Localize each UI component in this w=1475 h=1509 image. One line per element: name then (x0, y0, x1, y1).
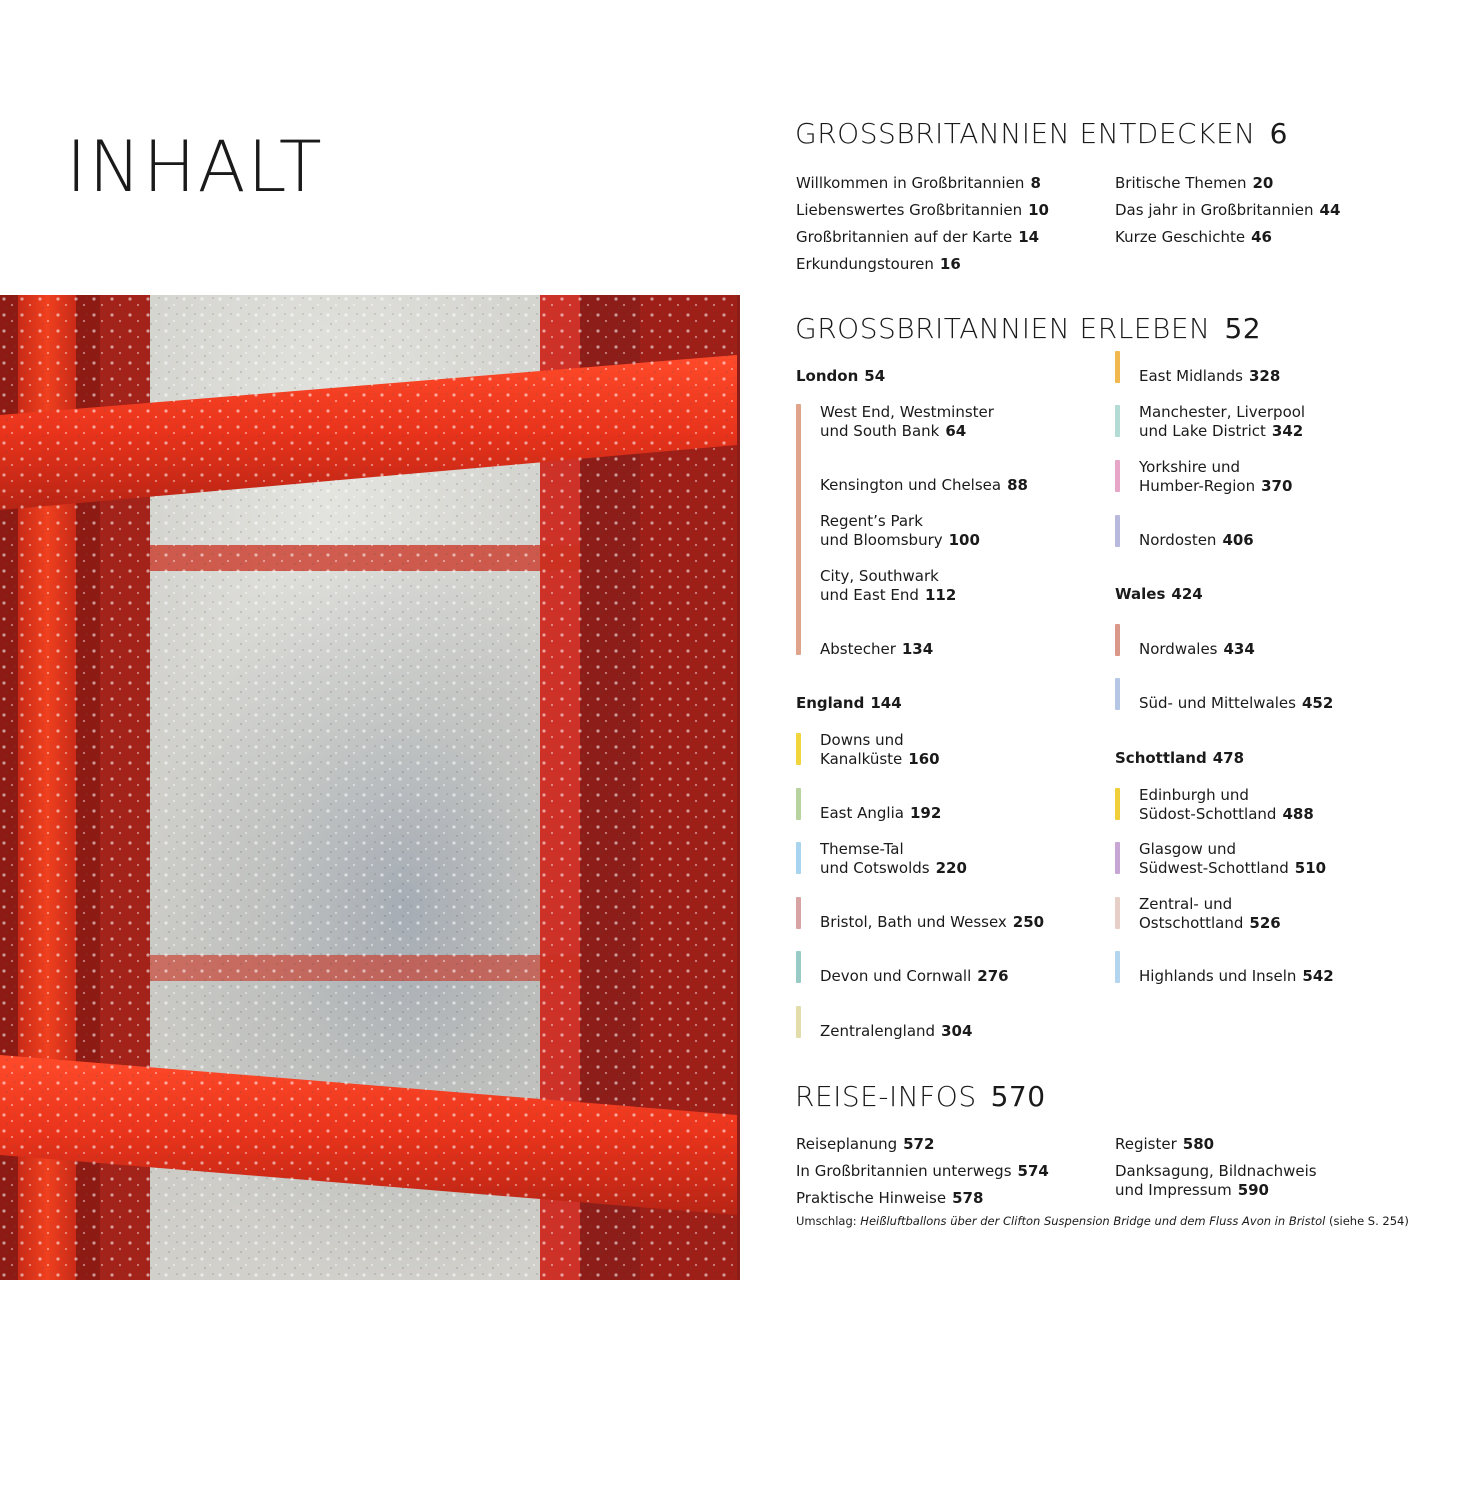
entry-title: Süd- und Mittelwales (1139, 694, 1296, 712)
section-page: 6 (1269, 117, 1288, 150)
entry-title-line2: Ostschottland (1139, 914, 1244, 932)
entry-title: Downs und (820, 731, 904, 749)
entry-page: 276 (977, 967, 1009, 985)
entry-title: Reiseplanung (796, 1135, 898, 1153)
entry-page: 578 (952, 1189, 984, 1207)
entry-title: Zentral- und (1139, 895, 1233, 913)
color-bar (1115, 788, 1120, 820)
entry-title: Das jahr in Großbritannien (1115, 201, 1314, 219)
entry-page: 488 (1282, 805, 1314, 823)
entry-title: West End, Westminster (820, 403, 994, 421)
section-heading-erleben (795, 312, 1262, 345)
section-page: 570 (990, 1080, 1046, 1113)
entry-title-line2: Kanalküste (820, 750, 903, 768)
entry-title: Register (1115, 1135, 1177, 1153)
toc-entry[interactable] (1139, 458, 1292, 496)
photo-telephone-box (0, 295, 737, 1509)
toc-entry[interactable] (796, 174, 1041, 193)
entry-title: Manchester, Liverpool (1139, 403, 1306, 421)
page-title: INHALT (66, 126, 324, 208)
entry-page: 14 (1018, 228, 1040, 246)
color-bar (796, 842, 801, 874)
entry-title: Themse-Tal (820, 840, 904, 858)
entry-title-line2: und Impressum (1115, 1181, 1232, 1199)
entry-title-line2: und South Bank (820, 422, 940, 440)
color-bar (1115, 897, 1120, 929)
color-bar (1115, 460, 1120, 492)
entry-title-line2: und Lake District (1139, 422, 1266, 440)
toc-entry[interactable] (820, 476, 1028, 495)
toc-entry[interactable] (796, 255, 961, 274)
photo-caption: Wie im Klischee: »englisches« Wetter (54, 1283, 68, 1509)
color-bar (796, 951, 801, 983)
entry-page: 328 (1248, 367, 1281, 385)
entry-page: 370 (1261, 477, 1293, 495)
region-page: 54 (864, 367, 886, 385)
entry-page: 452 (1301, 694, 1334, 712)
entry-title-line2: und East End (820, 586, 919, 604)
region-title: London (796, 367, 859, 385)
entry-page: 510 (1294, 859, 1327, 877)
entry-page: 406 (1222, 531, 1254, 549)
entry-page: 590 (1237, 1181, 1269, 1199)
entry-page: 572 (903, 1135, 935, 1153)
toc-entry[interactable] (1115, 201, 1340, 220)
entry-title: Danksagung, Bildnachweis (1115, 1162, 1317, 1180)
region-page: 144 (870, 694, 902, 712)
entry-page: 88 (1007, 476, 1028, 494)
color-bar (1115, 624, 1120, 656)
region-title: Schottland (1115, 749, 1207, 767)
color-bar (1115, 351, 1120, 383)
toc-entry[interactable] (796, 201, 1049, 220)
color-bar (796, 1006, 801, 1038)
toc-entry[interactable] (1115, 1162, 1317, 1200)
region-heading-schottland[interactable] (1115, 749, 1244, 768)
entry-title: East Anglia (820, 804, 904, 822)
region-title: Wales (1115, 585, 1166, 603)
color-bar (1115, 515, 1120, 547)
color-bar (1115, 951, 1120, 983)
entry-title: Zentralengland (820, 1022, 936, 1040)
toc-entry[interactable] (820, 512, 980, 550)
toc-entry[interactable] (1139, 967, 1334, 986)
entry-title: Abstecher (820, 640, 896, 658)
toc-entry[interactable] (1115, 174, 1273, 193)
entry-title: Glasgow und (1139, 840, 1237, 858)
toc-entry[interactable] (820, 1022, 972, 1041)
toc-entry[interactable] (796, 228, 1039, 247)
entry-title: Willkommen in Großbritannien (796, 174, 1025, 192)
entry-title: Kensington und Chelsea (820, 476, 1002, 494)
telephone-box-illustration (0, 295, 737, 1280)
region-heading-wales[interactable] (1115, 585, 1203, 604)
entry-title: Highlands und Inseln (1139, 967, 1297, 985)
entry-page: 8 (1030, 174, 1041, 192)
entry-title: Regent’s Park (820, 512, 923, 530)
color-bar (1115, 405, 1120, 437)
color-bar (796, 897, 801, 929)
entry-title: Edinburgh und (1139, 786, 1249, 804)
entry-title: Liebenswertes Großbritannien (796, 201, 1023, 219)
entry-title: In Großbritannien unterwegs (796, 1162, 1012, 1180)
toc-entry[interactable] (820, 640, 933, 659)
entry-page: 10 (1028, 201, 1049, 219)
entry-title-line2: Humber-Region (1139, 477, 1256, 495)
color-bar (1115, 842, 1120, 874)
entry-page: 46 (1251, 228, 1272, 246)
cover-note-prefix: Umschlag: (796, 1214, 861, 1228)
toc-entry[interactable] (796, 1189, 983, 1208)
toc-entry[interactable] (1115, 228, 1272, 247)
entry-page: 574 (1017, 1162, 1049, 1180)
region-page: 478 (1212, 749, 1245, 767)
entry-title: Yorkshire und (1139, 458, 1241, 476)
entry-title: Britische Themen (1115, 174, 1247, 192)
london-color-bar (796, 404, 801, 655)
entry-title-line2: und Bloomsbury (820, 531, 943, 549)
section-title: GROSSBRITANNIEN ERLEBEN (795, 312, 1211, 345)
section-title: GROSSBRITANNIEN ENTDECKEN (795, 117, 1256, 150)
toc-entry[interactable] (1139, 367, 1280, 386)
color-bar (796, 733, 801, 765)
entry-title: Bristol, Bath und Wessex (820, 913, 1007, 931)
entry-page: 304 (941, 1022, 973, 1040)
entry-title: Kurze Geschichte (1115, 228, 1246, 246)
color-bar (1115, 678, 1120, 710)
entry-page: 542 (1302, 967, 1334, 985)
toc-entry[interactable] (820, 731, 940, 769)
toc-entry[interactable] (796, 1135, 934, 1154)
entry-page: 16 (939, 255, 961, 273)
section-title: REISE-INFOS (795, 1080, 977, 1113)
entry-page: 134 (901, 640, 934, 658)
entry-title-line2: und Cotswolds (820, 859, 930, 877)
toc-entry[interactable] (1139, 895, 1281, 933)
cover-note-italic: Heißluftballons über der Clifton Suspension Bridge und dem Fluss Avon in Bristol (860, 1214, 1326, 1228)
entry-title: City, Southwark (820, 567, 939, 585)
entry-title-line2: Südost-Schottland (1139, 805, 1277, 823)
entry-page: 44 (1319, 201, 1341, 219)
cover-note-suffix: (siehe S. 254) (1325, 1214, 1409, 1228)
entry-page: 112 (924, 586, 957, 604)
toc-entry[interactable] (820, 967, 1009, 986)
toc-entry[interactable] (1115, 1135, 1214, 1154)
entry-page: 526 (1249, 914, 1281, 932)
entry-page: 20 (1252, 174, 1274, 192)
entry-title: Nordosten (1139, 531, 1217, 549)
entry-page: 220 (935, 859, 967, 877)
region-title: England (796, 694, 865, 712)
entry-title: Erkundungstouren (796, 255, 934, 273)
entry-page: 192 (909, 804, 942, 822)
entry-page: 64 (945, 422, 967, 440)
entry-page: 342 (1271, 422, 1304, 440)
toc-entry[interactable] (1139, 786, 1314, 824)
region-heading-london[interactable] (796, 367, 885, 386)
entry-title: Nordwales (1139, 640, 1218, 658)
toc-entry[interactable] (820, 403, 994, 441)
entry-title-line2: Südwest-Schottland (1139, 859, 1289, 877)
toc-entry[interactable] (1139, 840, 1326, 878)
entry-page: 434 (1223, 640, 1255, 658)
region-page: 424 (1171, 585, 1203, 603)
toc-entry[interactable] (820, 913, 1044, 932)
entry-page: 100 (948, 531, 980, 549)
toc-entry[interactable] (1139, 694, 1333, 713)
toc-entry[interactable] (1139, 403, 1305, 441)
toc-entry[interactable] (820, 804, 941, 823)
color-bar (796, 788, 801, 820)
toc-entry[interactable] (820, 840, 967, 878)
region-heading-england[interactable] (796, 694, 902, 713)
entry-title: Devon und Cornwall (820, 967, 972, 985)
toc-entry[interactable] (1139, 640, 1255, 659)
section-heading-reise (795, 1080, 1046, 1113)
section-heading-entdecken (795, 117, 1288, 150)
entry-title: Großbritannien auf der Karte (796, 228, 1013, 246)
toc-entry[interactable] (1139, 531, 1254, 550)
section-page: 52 (1224, 312, 1262, 345)
entry-page: 580 (1182, 1135, 1215, 1153)
cover-note (796, 1214, 1409, 1228)
entry-title: East Midlands (1139, 367, 1243, 385)
toc-entry[interactable] (820, 567, 956, 605)
entry-title: Praktische Hinweise (796, 1189, 947, 1207)
toc-entry[interactable] (796, 1162, 1049, 1181)
entry-page: 160 (908, 750, 940, 768)
entry-page: 250 (1012, 913, 1045, 931)
